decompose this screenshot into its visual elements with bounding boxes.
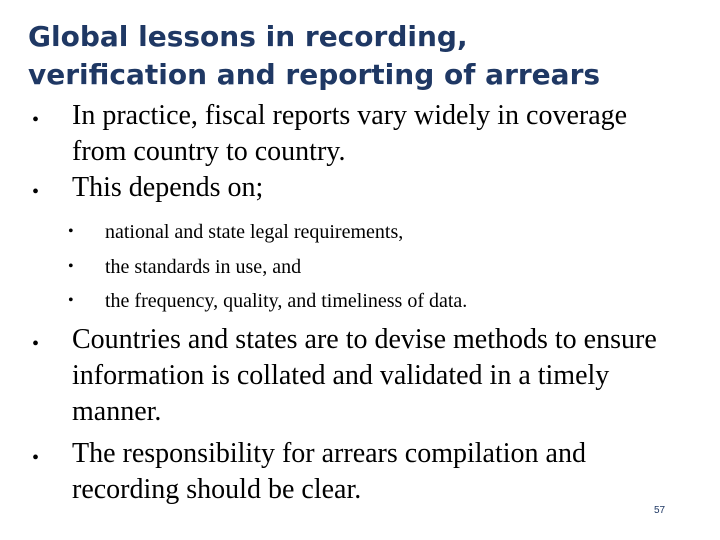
sub-bullet-marker: •: [68, 223, 74, 240]
sub-bullet-text: the frequency, quality, and timeliness of data.: [105, 290, 468, 312]
bullet-text-line: recording should be clear.: [72, 474, 362, 505]
bullet-marker: •: [32, 109, 40, 131]
bullet-text-line: from country to country.: [72, 136, 346, 167]
page-number: 57: [654, 505, 666, 516]
bullet-marker: •: [32, 447, 40, 469]
bullet-marker: •: [32, 333, 40, 355]
bullet-text-line: This depends on;: [72, 172, 264, 203]
slide-title-line: Global lessons in recording,: [28, 20, 468, 53]
bullet-text-line: In practice, fiscal reports vary widely in coverage: [72, 100, 628, 131]
bullet-text: [72, 98, 627, 170]
bullet-text: [72, 170, 263, 206]
bullet-text: [72, 322, 657, 430]
sub-bullet-marker: •: [68, 258, 74, 275]
sub-bullet-marker: •: [68, 292, 74, 309]
sub-bullet-text: the standards in use, and: [105, 256, 302, 278]
bullet-marker: •: [32, 181, 40, 203]
bullet-text: [72, 436, 586, 508]
bullet-text-line: information is collated and validated in a timely: [72, 360, 610, 391]
bullet-text-line: The responsibility for arrears compilation and: [72, 438, 586, 469]
bullet-text-line: Countries and states are to devise methods to ensure: [72, 324, 657, 355]
bullet-text-line: manner.: [72, 396, 162, 427]
slide-title-line: verification and reporting of arrears: [28, 58, 601, 91]
sub-bullet-text: national and state legal requirements,: [105, 221, 404, 243]
